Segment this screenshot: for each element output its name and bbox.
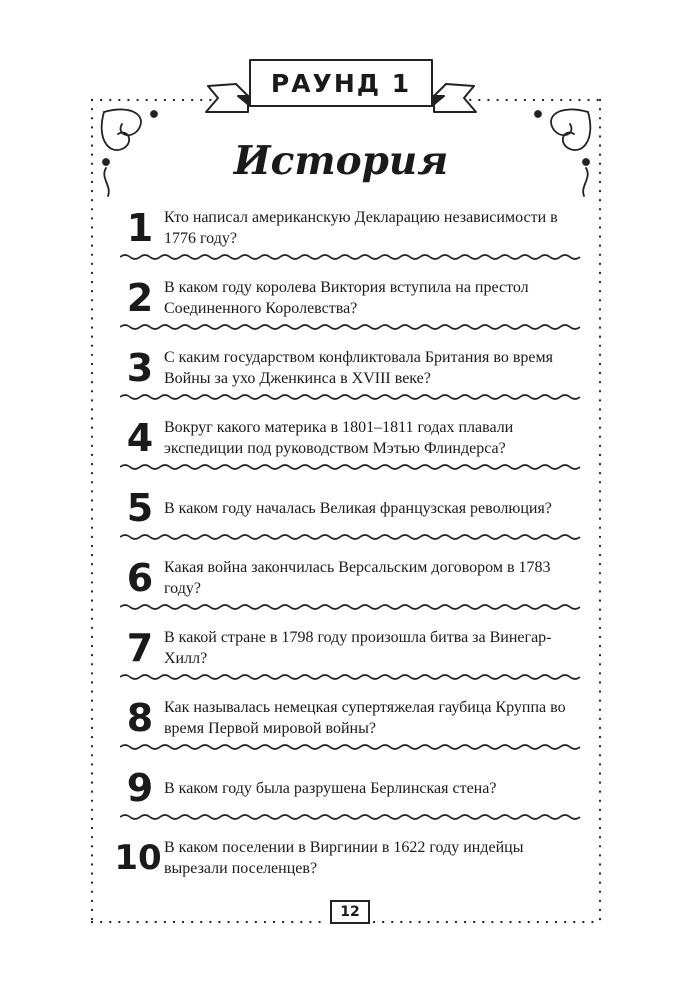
question-number: 6	[126, 556, 154, 600]
question-text: В каком году началась Великая французская революция?	[164, 499, 552, 517]
question-item	[118, 196, 586, 266]
question-item	[118, 546, 586, 616]
question-number: 7	[126, 626, 154, 670]
wavy-divider	[120, 463, 586, 471]
wavy-divider	[120, 323, 586, 331]
question-item	[114, 826, 586, 896]
question-number: 10	[114, 838, 162, 878]
wavy-divider	[120, 603, 586, 611]
question-text: Какая война закончилась Версальским договором в 1783 году?	[164, 559, 551, 597]
wavy-divider	[120, 673, 586, 681]
question-text: В каком поселении в Виргинии в 1622 году индейцы вырезали поселенцев?	[164, 839, 524, 877]
wavy-divider	[120, 393, 586, 401]
question-text: В каком году королева Виктория вступила на престол Соединенного Королевства?	[164, 279, 529, 317]
question-number: 9	[126, 766, 154, 810]
wavy-divider	[120, 813, 586, 821]
question-number: 2	[126, 276, 154, 320]
question-item	[118, 476, 586, 546]
question-text: Вокруг какого материка в 1801–1811 годах плавали экспедиции под руководством Мэтью Флиндерса?	[164, 419, 514, 457]
question-text: В какой стране в 1798 году произошла битва за Винегар-Хилл?	[164, 629, 552, 667]
question-item	[118, 616, 586, 686]
question-text: Кто написал американскую Декларацию независимости в 1776 году?	[164, 209, 558, 247]
round-banner: РАУНД 1	[270, 68, 412, 98]
question-text: В каком году была разрушена Берлинская стена?	[164, 779, 497, 797]
wavy-divider	[120, 743, 586, 751]
question-item	[118, 406, 586, 476]
page-number: 12	[330, 900, 370, 924]
question-item	[118, 756, 586, 826]
question-list	[114, 196, 586, 896]
question-item	[118, 336, 586, 406]
question-number: 8	[126, 696, 154, 740]
question-number: 5	[126, 486, 154, 530]
section-title: История	[233, 138, 449, 184]
question-number: 1	[126, 206, 154, 250]
wavy-divider	[120, 533, 586, 541]
question-item	[118, 686, 586, 756]
wavy-divider	[120, 253, 586, 261]
question-text: Как называлась немецкая супертяжелая гаубица Круппа во время Первой мировой войны?	[164, 699, 566, 737]
question-number: 3	[126, 346, 154, 390]
question-number: 4	[126, 416, 154, 460]
question-item	[118, 266, 586, 336]
question-text: С каким государством конфликтовала Британия во время Войны за ухо Дженкинса в XVIII веке?	[164, 349, 553, 387]
